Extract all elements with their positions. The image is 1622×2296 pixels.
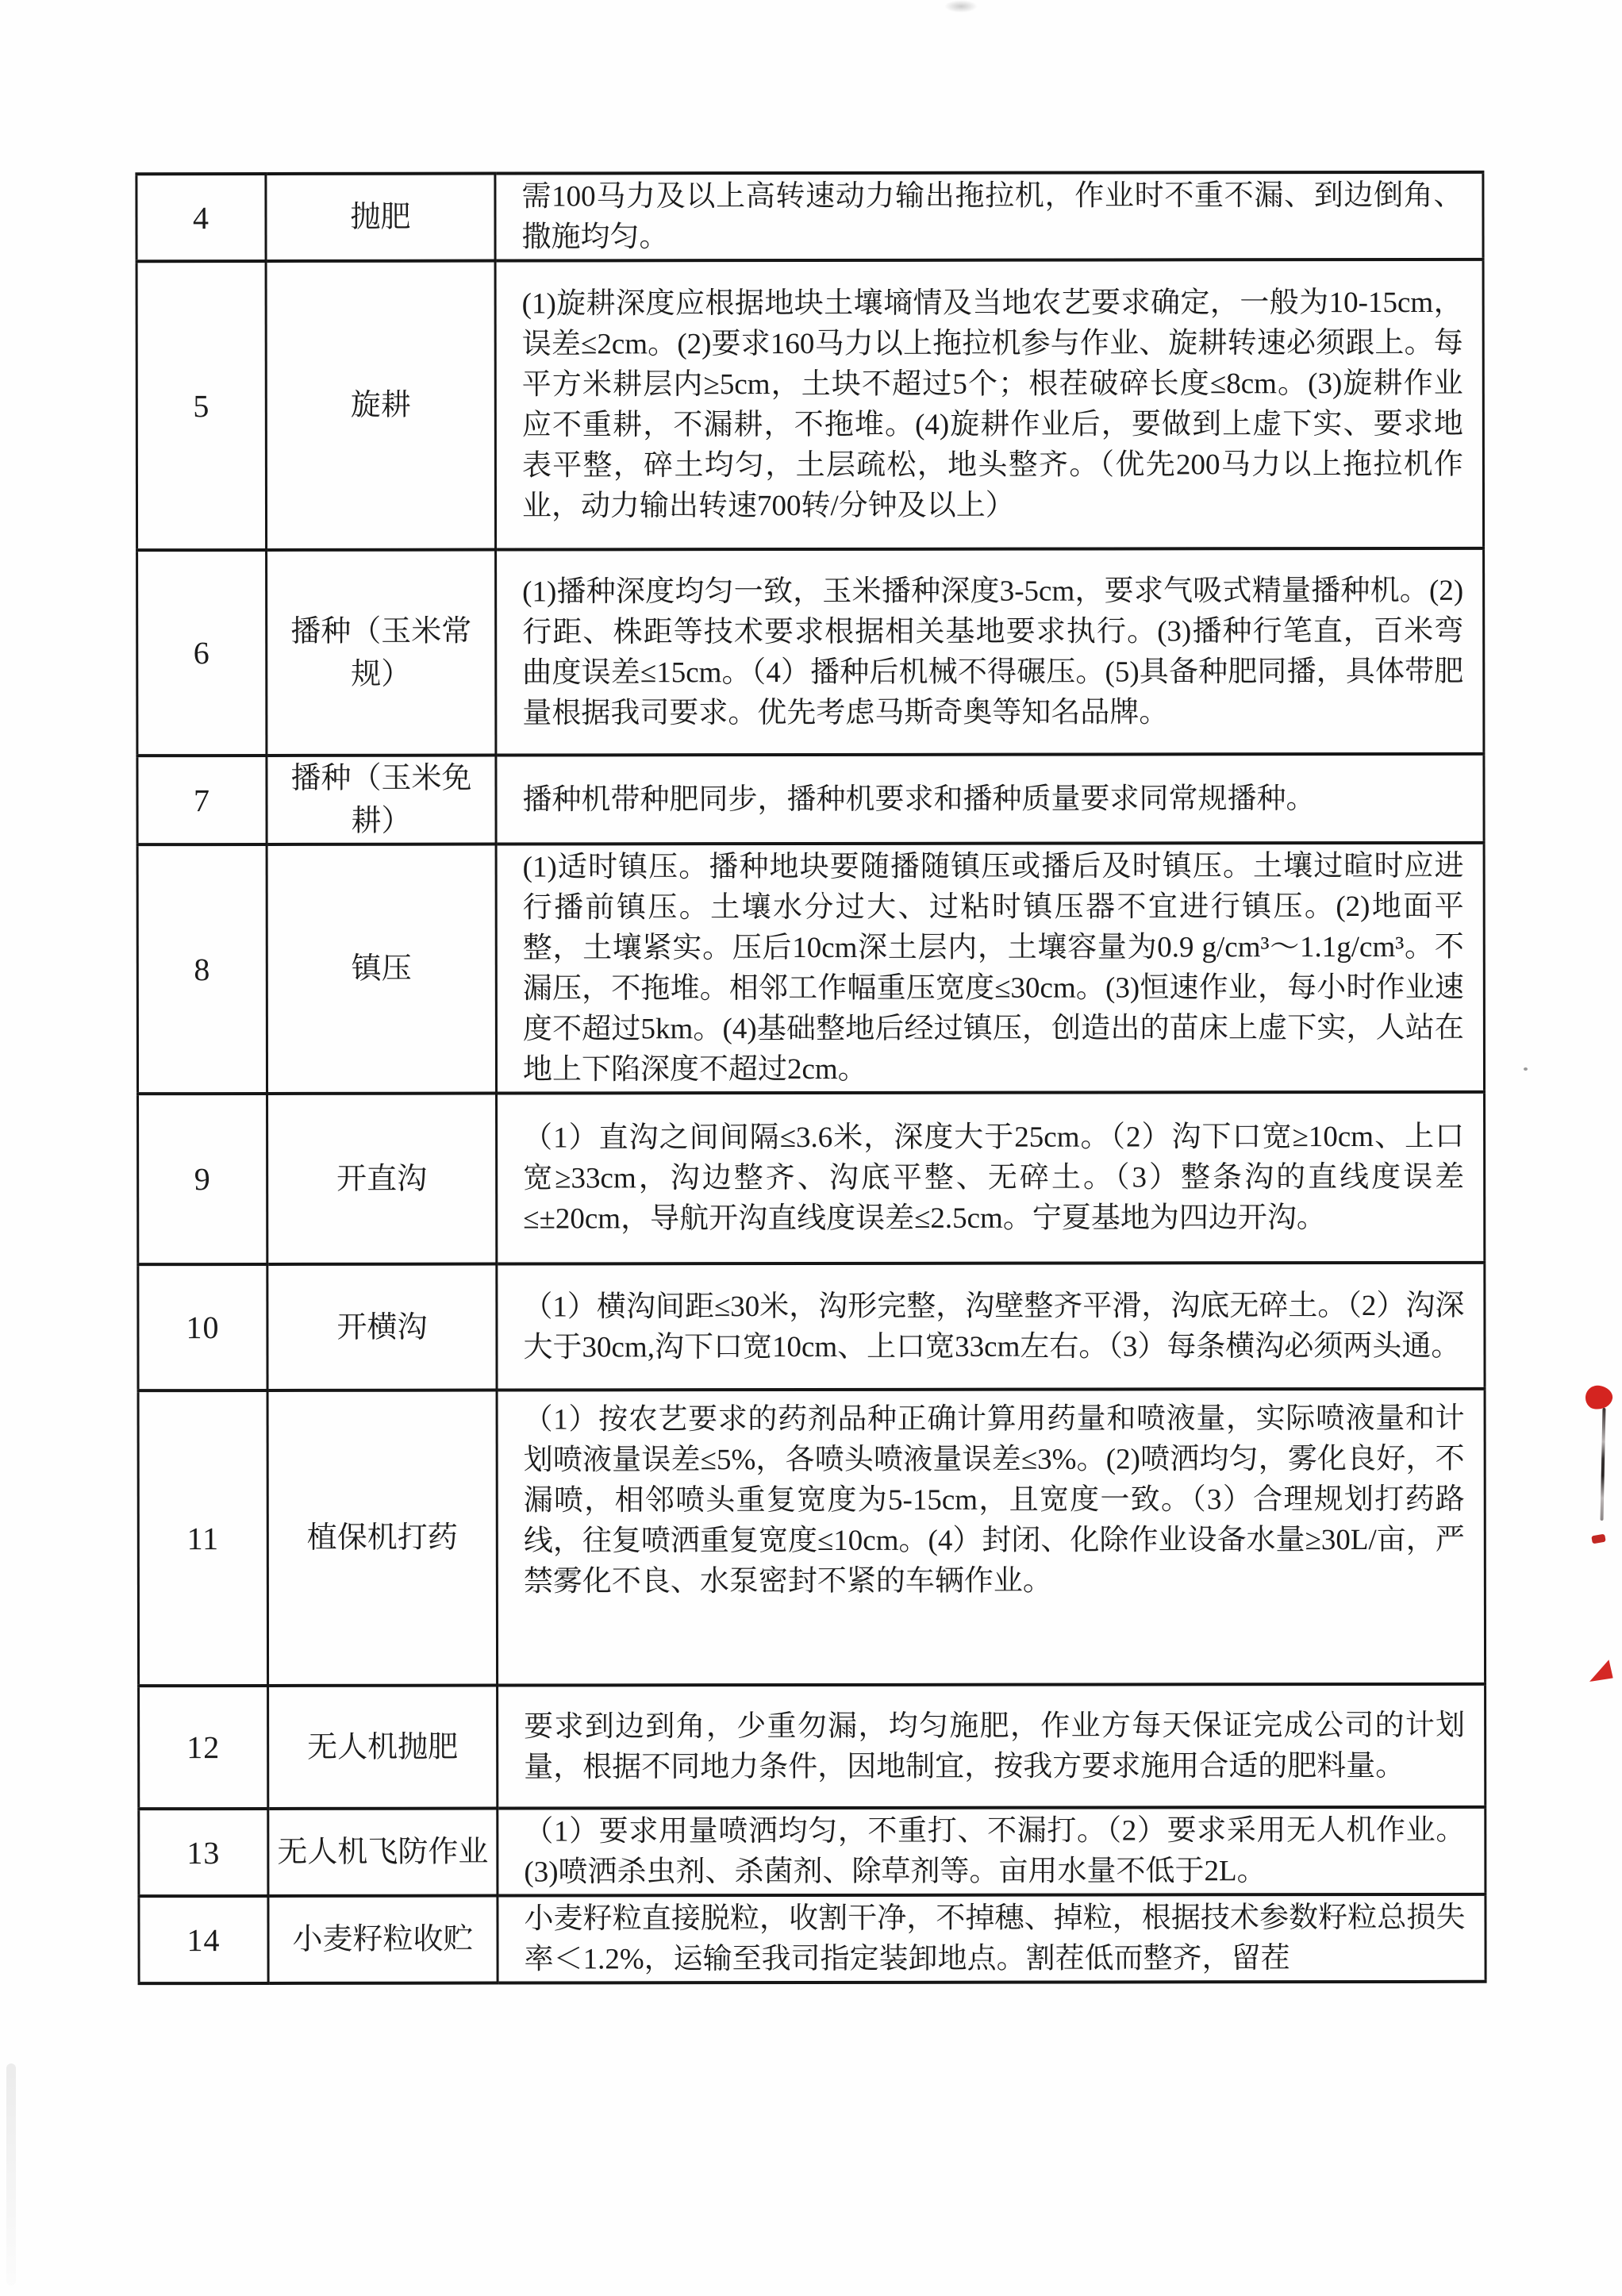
table-row: [137, 754, 1484, 844]
scan-smudge: [944, 0, 978, 13]
operation-name-cell: 无人机飞防作业: [268, 1809, 498, 1896]
row-number-cell: 13: [139, 1809, 268, 1896]
table-row: [138, 1263, 1485, 1390]
scan-edge-streak: [6, 2063, 16, 2286]
row-number-cell: 8: [137, 844, 267, 1094]
row-number-cell: 14: [139, 1896, 268, 1983]
table-row: [136, 172, 1483, 261]
scan-speck: [1524, 1067, 1528, 1071]
operation-name-cell: 抛肥: [266, 174, 495, 261]
operation-name-cell: 开横沟: [267, 1264, 497, 1390]
requirements-cell: （1）直沟之间间隔≤3.6米，深度大于25cm。（2）沟下口宽≥10cm、上口宽≥33cm，沟边整齐、沟底平整、无碎土。（3）整条沟的直线度误差≤±20cm，导航开沟直线度误差≤2.5cm。宁夏基地为四边开沟。: [497, 1092, 1485, 1264]
requirements-cell: (1)旋耕深度应根据地块土壤墒情及当地农艺要求确定，一般为10-15cm，误差≤2cm。(2)要求160马力以上拖拉机参与作业、旋耕转速必须跟上。每平方米耕层内≥5cm，土块不超过5个；根茬破碎长度≤8cm。(3)旋耕作业应不重耕，不漏耕，不拖堆。(4)旋耕作业后，要做到上虚下实、要求地表平整，碎土均匀，土层疏松，地头整齐。（优先200马力以上拖拉机作业，动力输出转速700转/分钟及以上）: [495, 260, 1484, 550]
table-row: [139, 1684, 1486, 1809]
requirements-cell: （1）要求用量喷洒均匀，不重打、不漏打。（2）要求采用无人机作业。(3)喷洒杀虫剂、杀菌剂、除草剂等。亩用水量不低于2L。: [498, 1807, 1486, 1896]
requirements-cell: 要求到边到角，少重勿漏，均匀施肥，作业方每天保证完成公司的计划量，根据不同地力条件，因地制宜，按我方要求施用合适的肥料量。: [498, 1684, 1486, 1809]
row-number-cell: 10: [138, 1264, 267, 1390]
operation-name-cell: 植保机打药: [267, 1390, 498, 1686]
requirements-cell: （1）横沟间距≤30米，沟形完整，沟壁整齐平滑，沟底无碎土。（2）沟深大于30cm,沟下口宽10cm、上口宽33cm左右。（3）每条横沟必须两头通。: [497, 1263, 1485, 1390]
operation-name-cell: 开直沟: [267, 1094, 497, 1264]
requirements-cell: 播种机带种肥同步，播种机要求和播种质量要求同常规播种。: [496, 754, 1484, 844]
requirements-cell: 小麦籽粒直接脱粒，收割干净，不掉穗、掉粒，根据技术参数籽粒总损失率＜1.2%，运输至我司指定装卸地点。割茬低而整齐，留茬: [498, 1894, 1486, 1983]
operations-table: [135, 171, 1486, 1985]
stamp-fragment-blob: [1584, 1384, 1614, 1411]
requirements-cell: (1)适时镇压。播种地块要随播随镇压或播后及时镇压。土壤过暄时应进行播前镇压。土壤水分过大、过粘时镇压器不宜进行镇压。(2)地面平整，土壤紧实。压后10cm深土层内，土壤容量为0.9 g/cm³～1.1g/cm³。不漏压，不拖堆。相邻工作幅重压宽度≤30cm。(3)恒速作业，每小时作业速度不超过5km。(4)基础整地后经过镇压，创造出的苗床上虚下实，人站在地上下陷深度不超过2cm。: [496, 843, 1484, 1094]
table-row: [139, 1894, 1486, 1983]
operation-name-cell: 旋耕: [266, 261, 496, 550]
row-number-cell: 6: [137, 550, 267, 756]
requirements-cell: 需100马力及以上高转速动力输出拖拉机，作业时不重不漏、到边倒角、撒施均匀。: [495, 172, 1483, 261]
stamp-fragment-squiggle: [1601, 1408, 1606, 1521]
requirements-cell: (1)播种深度均匀一致，玉米播种深度3-5cm，要求气吸式精量播种机。(2)行距、株距等技术要求根据相关基地要求执行。(3)播种行笔直，百米弯曲度误差≤15cm。（4）播种后机械不得碾压。(5)具备种肥同播，具体带肥量根据我司要求。优先考虑马斯奇奥等知名品牌。: [496, 548, 1484, 756]
stamp-fragment-dash: [1591, 1534, 1605, 1544]
operation-name-cell: 小麦籽粒收贮: [268, 1896, 498, 1983]
table-row: [136, 260, 1484, 550]
operation-name-cell: 播种（玉米常规）: [267, 550, 496, 756]
row-number-cell: 9: [138, 1094, 267, 1264]
operation-name-cell: 无人机抛肥: [268, 1686, 498, 1809]
table-row: [137, 548, 1484, 756]
table-row: [137, 843, 1484, 1094]
requirements-cell: （1）按农艺要求的药剂品种正确计算用药量和喷液量，实际喷液量和计划喷液量误差≤5%，各喷头喷液量误差≤3%。(2)喷洒均匀，雾化良好，不漏喷，相邻喷头重复宽度为5-15cm，且宽度一致。（3）合理规划打药路线，往复喷洒重复宽度≤10cm。(4）封闭、化除作业设备水量≥30L/亩，严禁雾化不良、水泵密封不紧的车辆作业。: [497, 1389, 1486, 1686]
row-number-cell: 7: [137, 756, 267, 844]
row-number-cell: 5: [136, 261, 267, 550]
operation-name-cell: 播种（玉米免耕）: [267, 756, 496, 844]
row-number-cell: 12: [139, 1686, 268, 1809]
table-row: [139, 1807, 1486, 1896]
table-row: [138, 1389, 1486, 1686]
stamp-fragment-triangle: [1588, 1660, 1613, 1682]
table-row: [138, 1092, 1485, 1264]
row-number-cell: 4: [136, 174, 266, 261]
operation-name-cell: 镇压: [267, 844, 496, 1094]
row-number-cell: 11: [138, 1390, 268, 1686]
